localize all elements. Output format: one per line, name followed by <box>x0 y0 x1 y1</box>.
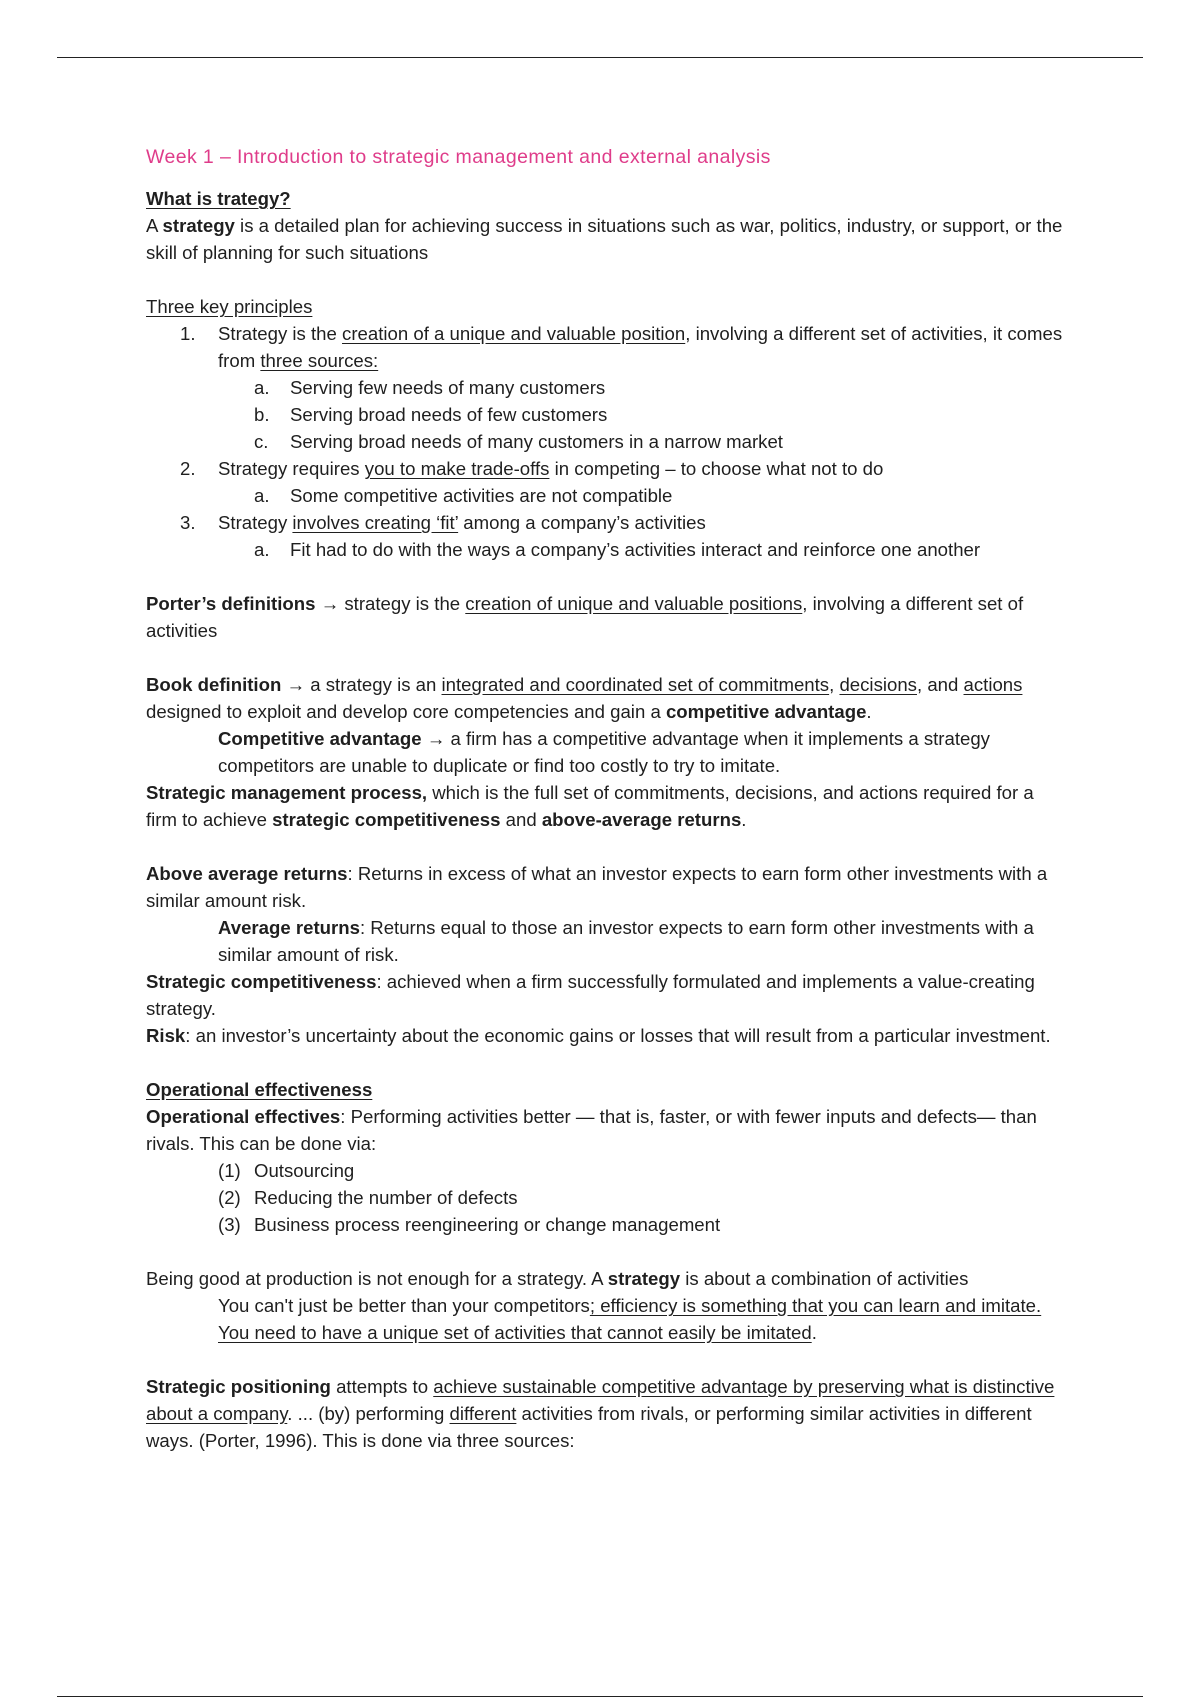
strategic-management-process: Strategic management process, which is the full set of commitments, decisions, and actions required for a firm to achieve strategic competitiveness and above-average returns. <box>146 782 1034 830</box>
operational-effectives-definition: Operational effectives: Performing activities better — that is, faster, or with fewer inputs and defects— than rivals. This can be done via: <box>146 1106 1037 1154</box>
principle-3: 3. Strategy involves creating ‘fit’ among a company’s activities <box>180 512 706 533</box>
opeff-item-2: (2) Reducing the number of defects <box>218 1187 518 1208</box>
section-heading-what-is-strategy: What is trategy? <box>146 188 291 209</box>
principle-1-sub-a: a. Serving few needs of many customers <box>254 377 606 398</box>
book-definition: Book definition → a strategy is an integrated and coordinated set of commitments, decisions, and actions designed to exploit and develop core competencies and gain a competitive advantage. <box>146 674 1023 722</box>
strategic-positioning: Strategic positioning attempts to achieve sustainable competitive advantage by preserving what is distinctive about a company. ... (by) performing different activities from rivals, or performing similar activities in different ways. (Porter, 1996). This is done via three sources: <box>146 1376 1055 1451</box>
document-body <box>146 144 1066 1454</box>
competitive-advantage-definition: Competitive advantage → a firm has a competitive advantage when it implements a strategy competitors are unable to duplicate or find too costly to try to imitate. <box>218 728 990 776</box>
risk-definition: Risk: an investor’s uncertainty about the economic gains or losses that will result from a particular investment. <box>146 1025 1051 1046</box>
strategic-competitiveness: Strategic competitiveness: achieved when a firm successfully formulated and implements a value-creating strategy. <box>146 971 1035 1019</box>
strategy-definition: A strategy is a detailed plan for achieving success in situations such as war, politics, industry, or support, or the skill of planning for such situations <box>146 215 1063 263</box>
above-average-returns: Above average returns: Returns in excess of what an investor expects to earn form other investments with a similar amount risk. <box>146 863 1048 911</box>
principle-1: 1. Strategy is the creation of a unique and valuable position, involving a different set of activities, it comes from three sources: <box>180 323 1063 371</box>
principle-2: 2. Strategy requires you to make trade-offs in competing – to choose what not to do <box>180 458 884 479</box>
footer-rule <box>57 1696 1143 1697</box>
principle-1-sub-c: c. Serving broad needs of many customers in a narrow market <box>254 431 783 452</box>
principle-2-sub-a: a. Some competitive activities are not compatible <box>254 485 673 506</box>
principle-1-sub-b: b. Serving broad needs of few customers <box>254 404 608 425</box>
average-returns: Average returns: Returns equal to those an investor expects to earn form other investments with a similar amount of risk. <box>218 917 1034 965</box>
header-rule <box>57 57 1143 58</box>
porter-definition: Porter’s definitions → strategy is the creation of unique and valuable positions, involving a different set of activities <box>146 593 1024 641</box>
opeff-item-3: (3) Business process reengineering or change management <box>218 1214 721 1235</box>
opeff-item-1: (1) Outsourcing <box>218 1160 355 1181</box>
being-good-indented: You can't just be better than your competitors; efficiency is something that you can learn and imitate. You need to have a unique set of activities that cannot easily be imitated. <box>218 1295 1042 1343</box>
operational-effectiveness-heading: Operational effectiveness <box>146 1079 373 1100</box>
principles-heading: Three key principles <box>146 296 313 317</box>
page-title: Week 1 – Introduction to strategic management and external analysis <box>146 146 771 168</box>
principle-3-sub-a: a. Fit had to do with the ways a company’s activities interact and reinforce one another <box>254 539 981 560</box>
being-good-paragraph: Being good at production is not enough for a strategy. A strategy is about a combination of activities <box>146 1268 969 1289</box>
